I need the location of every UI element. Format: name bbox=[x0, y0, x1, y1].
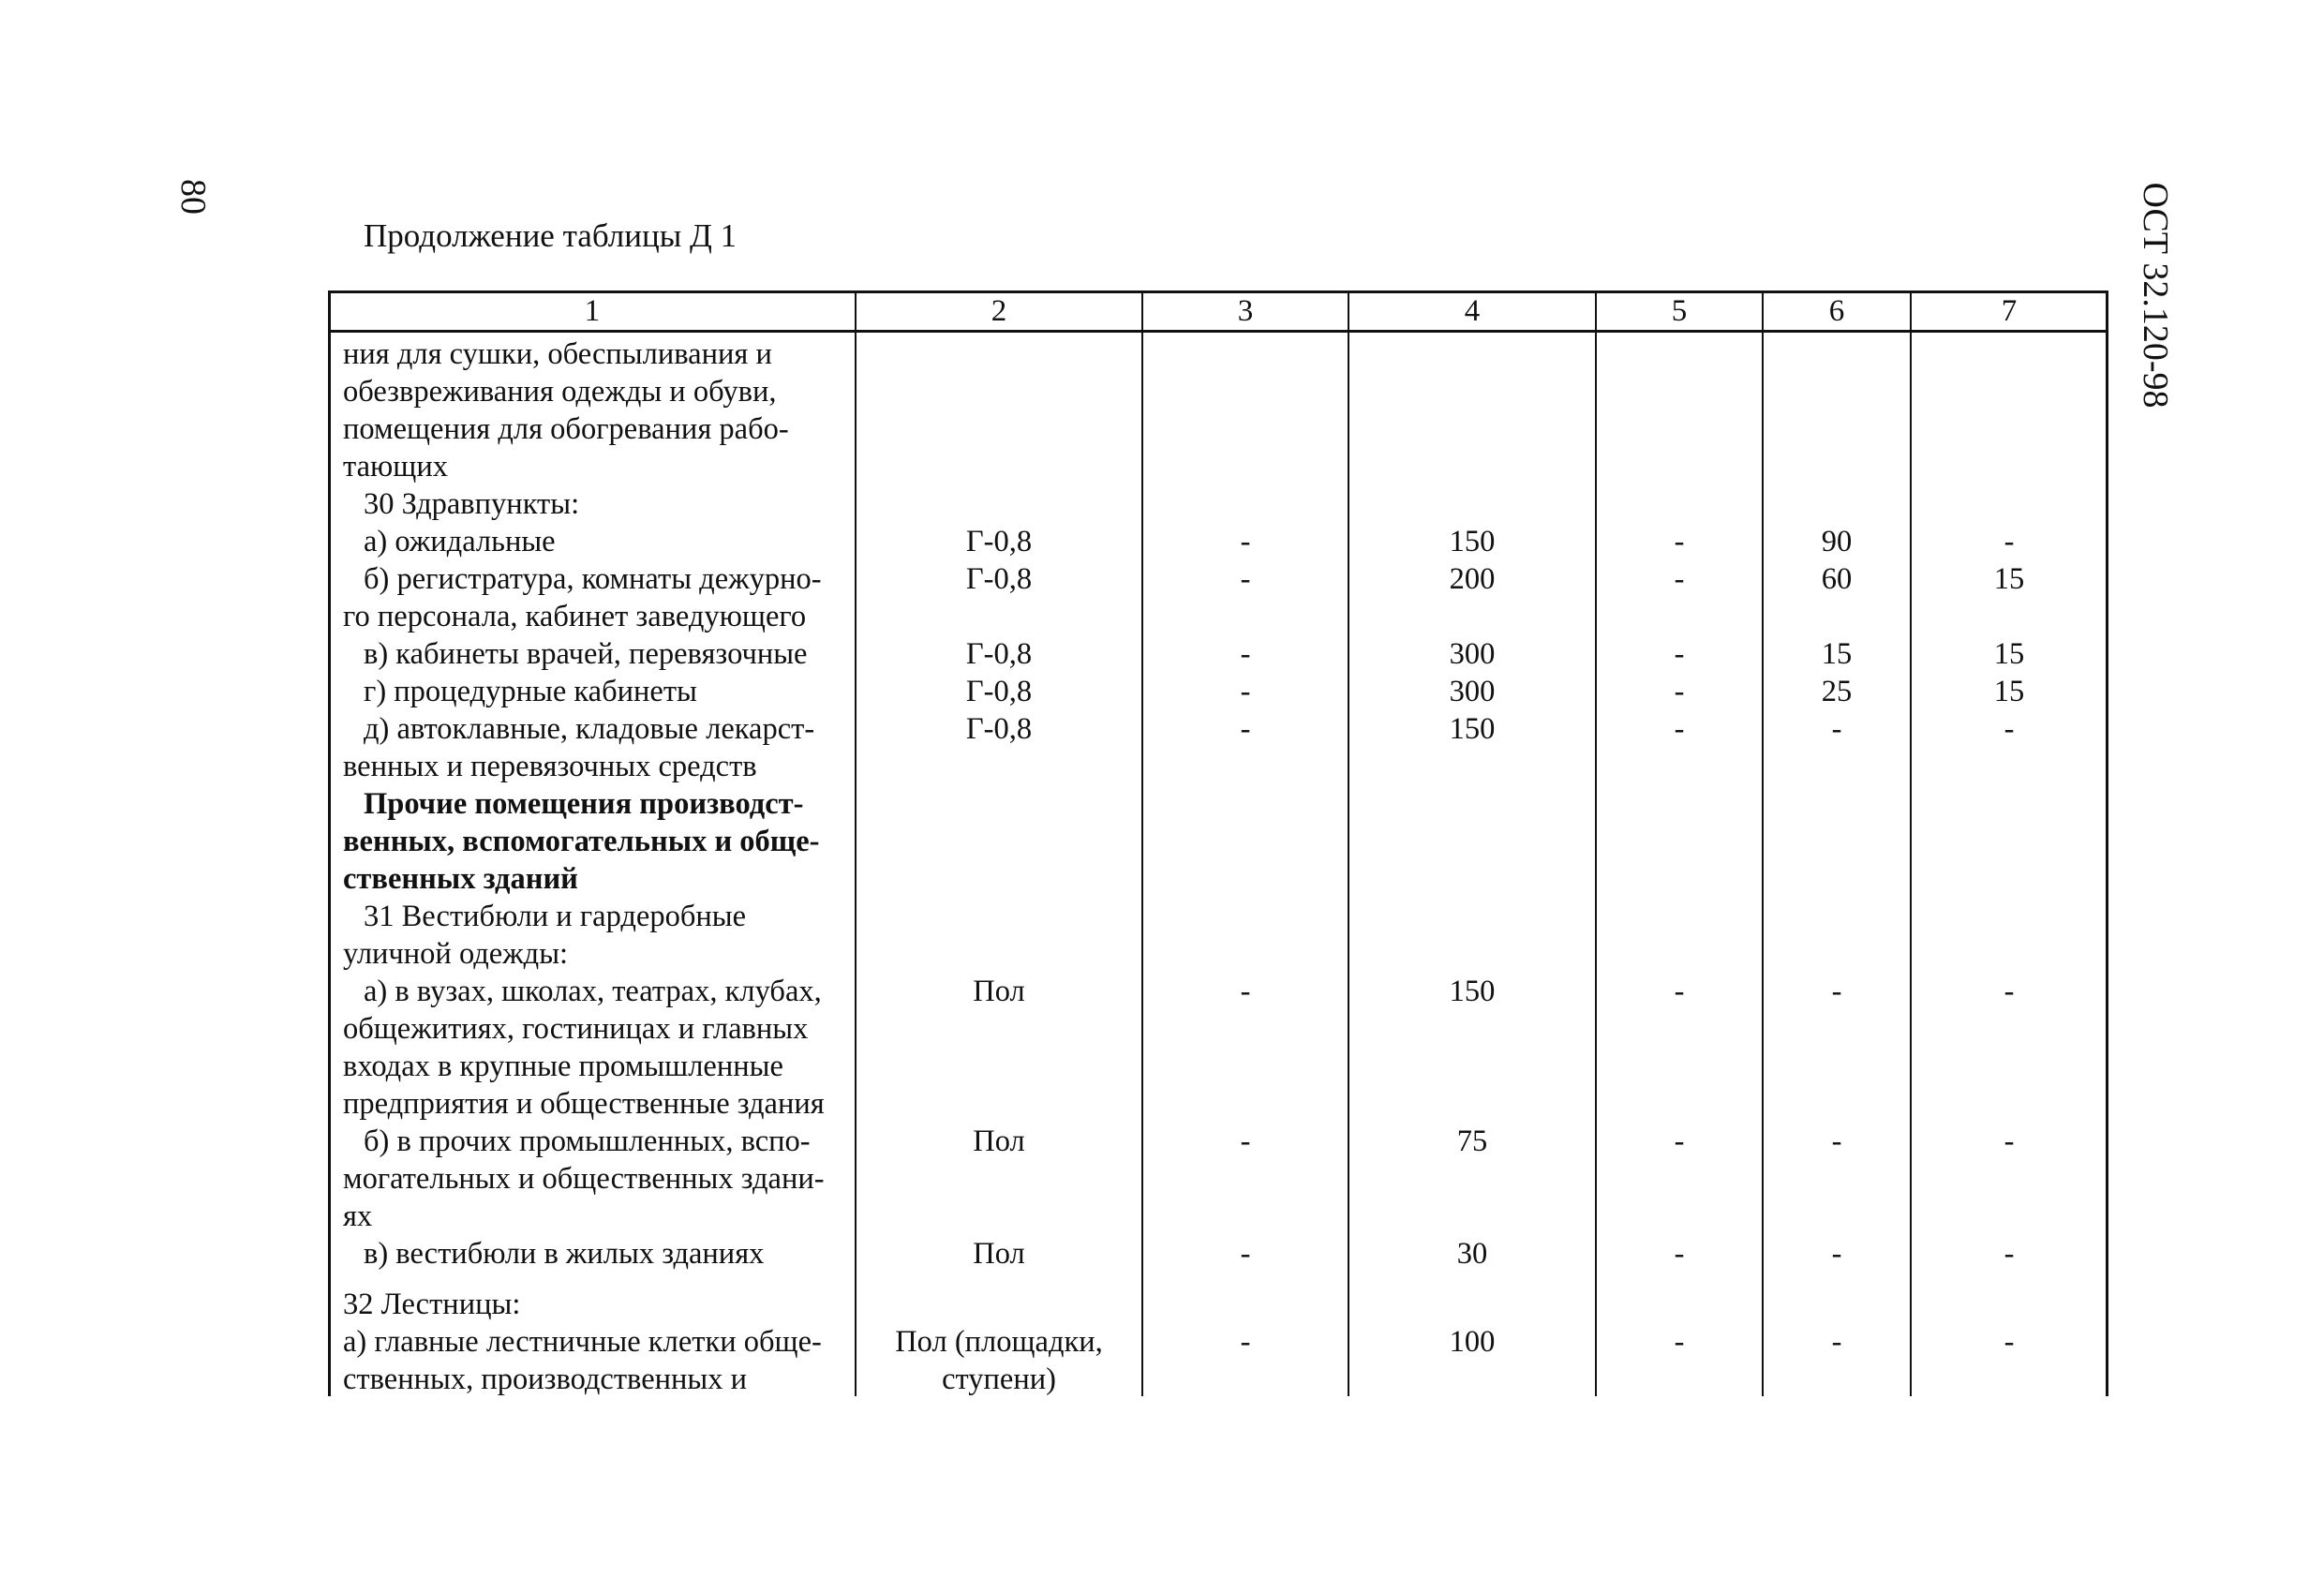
table-cell: - bbox=[1831, 1124, 1842, 1158]
table-cell: Г-0,8 bbox=[965, 637, 1033, 671]
table-cell: - bbox=[2004, 1237, 2015, 1271]
row-text: ственных, производственных и bbox=[343, 1362, 748, 1396]
table-cell: Пол bbox=[973, 975, 1025, 1008]
table-cell: - bbox=[1674, 562, 1685, 596]
table-cell: 100 bbox=[1449, 1325, 1496, 1359]
header-separator bbox=[328, 330, 2108, 333]
table-cell: 150 bbox=[1449, 525, 1496, 558]
table-cell: 60 bbox=[1821, 562, 1853, 596]
row-text: б) регистратура, комнаты дежурно- bbox=[364, 562, 822, 596]
table-cell: 30 bbox=[1456, 1237, 1488, 1271]
table-cell: 150 bbox=[1449, 712, 1496, 746]
table-cell: Г-0,8 bbox=[965, 712, 1033, 746]
row-text: помещения для обогревания рабо- bbox=[343, 412, 789, 446]
table-cell: - bbox=[1831, 975, 1842, 1008]
table-cell: 15 bbox=[1821, 637, 1853, 671]
table-cell: 15 bbox=[1993, 637, 2025, 671]
table-cell: - bbox=[1240, 1237, 1251, 1271]
column-divider bbox=[855, 290, 857, 1396]
row-text: в) вестибюли в жилых зданиях bbox=[364, 1237, 765, 1271]
table-cell: Пол bbox=[973, 1237, 1025, 1271]
table-cell: - bbox=[1240, 562, 1251, 596]
table-cell: - bbox=[1674, 975, 1685, 1008]
table-cell: - bbox=[1240, 1124, 1251, 1158]
column-divider bbox=[1910, 290, 1912, 1396]
row-text: венных и перевязочных средств bbox=[343, 750, 757, 783]
table-cell: 75 bbox=[1456, 1124, 1488, 1158]
table-cell: Г-0,8 bbox=[965, 562, 1033, 596]
table-cell: 15 bbox=[1993, 562, 2025, 596]
table-cell: - bbox=[2004, 1325, 2015, 1359]
table-cell: - bbox=[1674, 637, 1685, 671]
table-cell: 90 bbox=[1821, 525, 1853, 558]
row-text: 31 Вестибюли и гардеробные bbox=[364, 900, 747, 933]
table-cell: Г-0,8 bbox=[965, 675, 1033, 708]
section-heading: ственных зданий bbox=[343, 862, 578, 896]
page-number: 80 bbox=[173, 179, 213, 215]
row-text: а) ожидальные bbox=[364, 525, 556, 558]
column-header: 4 bbox=[1464, 294, 1481, 328]
table-cell: - bbox=[1240, 525, 1251, 558]
row-text: г) процедурные кабинеты bbox=[364, 675, 697, 708]
row-text: уличной одежды: bbox=[343, 937, 569, 971]
row-text: го персонала, кабинет заведующего bbox=[343, 600, 807, 633]
table-cell: - bbox=[1831, 712, 1842, 746]
table-cell: - bbox=[1240, 675, 1251, 708]
table-cell: ступени) bbox=[942, 1362, 1056, 1396]
table-caption: Продолжение таблицы Д 1 bbox=[364, 217, 737, 254]
table-cell: - bbox=[2004, 525, 2015, 558]
table-cell: - bbox=[1674, 1124, 1685, 1158]
row-text: ях bbox=[343, 1199, 373, 1233]
row-text: тающих bbox=[343, 450, 448, 484]
row-text: могательных и общественных здани- bbox=[343, 1162, 825, 1196]
section-heading: венных, вспомогательных и обще- bbox=[343, 825, 820, 858]
table-cell: - bbox=[1240, 975, 1251, 1008]
table-cell: 300 bbox=[1449, 637, 1496, 671]
table-cell: - bbox=[1831, 1325, 1842, 1359]
row-text: 32 Лестницы: bbox=[343, 1288, 521, 1321]
table-cell: - bbox=[1674, 1237, 1685, 1271]
row-text: в) кабинеты врачей, перевязочные bbox=[364, 637, 808, 671]
column-header: 1 bbox=[584, 294, 601, 328]
table-cell: - bbox=[1240, 637, 1251, 671]
table-cell: - bbox=[2004, 975, 2015, 1008]
column-header: 7 bbox=[2001, 294, 2018, 328]
row-text: входах в крупные промышленные bbox=[343, 1050, 783, 1083]
row-text: общежитиях, гостиницах и главных bbox=[343, 1012, 809, 1046]
row-text: 30 Здравпункты: bbox=[364, 487, 580, 521]
table-cell: 200 bbox=[1449, 562, 1496, 596]
document-code: ОСТ 32.120-98 bbox=[2136, 182, 2175, 409]
row-text: обезвреживания одежды и обуви, bbox=[343, 375, 777, 409]
column-header: 2 bbox=[991, 294, 1007, 328]
column-header: 6 bbox=[1828, 294, 1845, 328]
table-cell: - bbox=[1674, 712, 1685, 746]
row-text: а) главные лестничные клетки обще- bbox=[343, 1325, 822, 1359]
row-text: б) в прочих промышленных, вспо- bbox=[364, 1124, 811, 1158]
row-text: а) в вузах, школах, театрах, клубах, bbox=[364, 975, 822, 1008]
table-cell: - bbox=[2004, 1124, 2015, 1158]
table-cell: - bbox=[2004, 712, 2015, 746]
table-cell: - bbox=[1240, 712, 1251, 746]
row-text: ния для сушки, обеспыливания и bbox=[343, 337, 772, 371]
row-text: предприятия и общественные здания bbox=[343, 1087, 825, 1121]
column-divider bbox=[1595, 290, 1597, 1396]
column-divider bbox=[1762, 290, 1764, 1396]
table-cell: - bbox=[1674, 675, 1685, 708]
section-heading: Прочие помещения производст- bbox=[364, 787, 804, 821]
table-cell: 25 bbox=[1821, 675, 1853, 708]
table-cell: - bbox=[1674, 525, 1685, 558]
column-divider bbox=[1348, 290, 1349, 1396]
table-cell: Пол bbox=[973, 1124, 1025, 1158]
table-cell: 150 bbox=[1449, 975, 1496, 1008]
table-cell: 300 bbox=[1449, 675, 1496, 708]
column-header: 3 bbox=[1237, 294, 1254, 328]
table-cell: Г-0,8 bbox=[965, 525, 1033, 558]
table-cell: - bbox=[1831, 1237, 1842, 1271]
table-cell: - bbox=[1240, 1325, 1251, 1359]
table-cell: Пол (площадки, bbox=[895, 1325, 1103, 1359]
table-cell: 15 bbox=[1993, 675, 2025, 708]
column-divider bbox=[1141, 290, 1143, 1396]
table-cell: - bbox=[1674, 1325, 1685, 1359]
row-text: д) автоклавные, кладовые лекарст- bbox=[364, 712, 815, 746]
column-header: 5 bbox=[1671, 294, 1688, 328]
